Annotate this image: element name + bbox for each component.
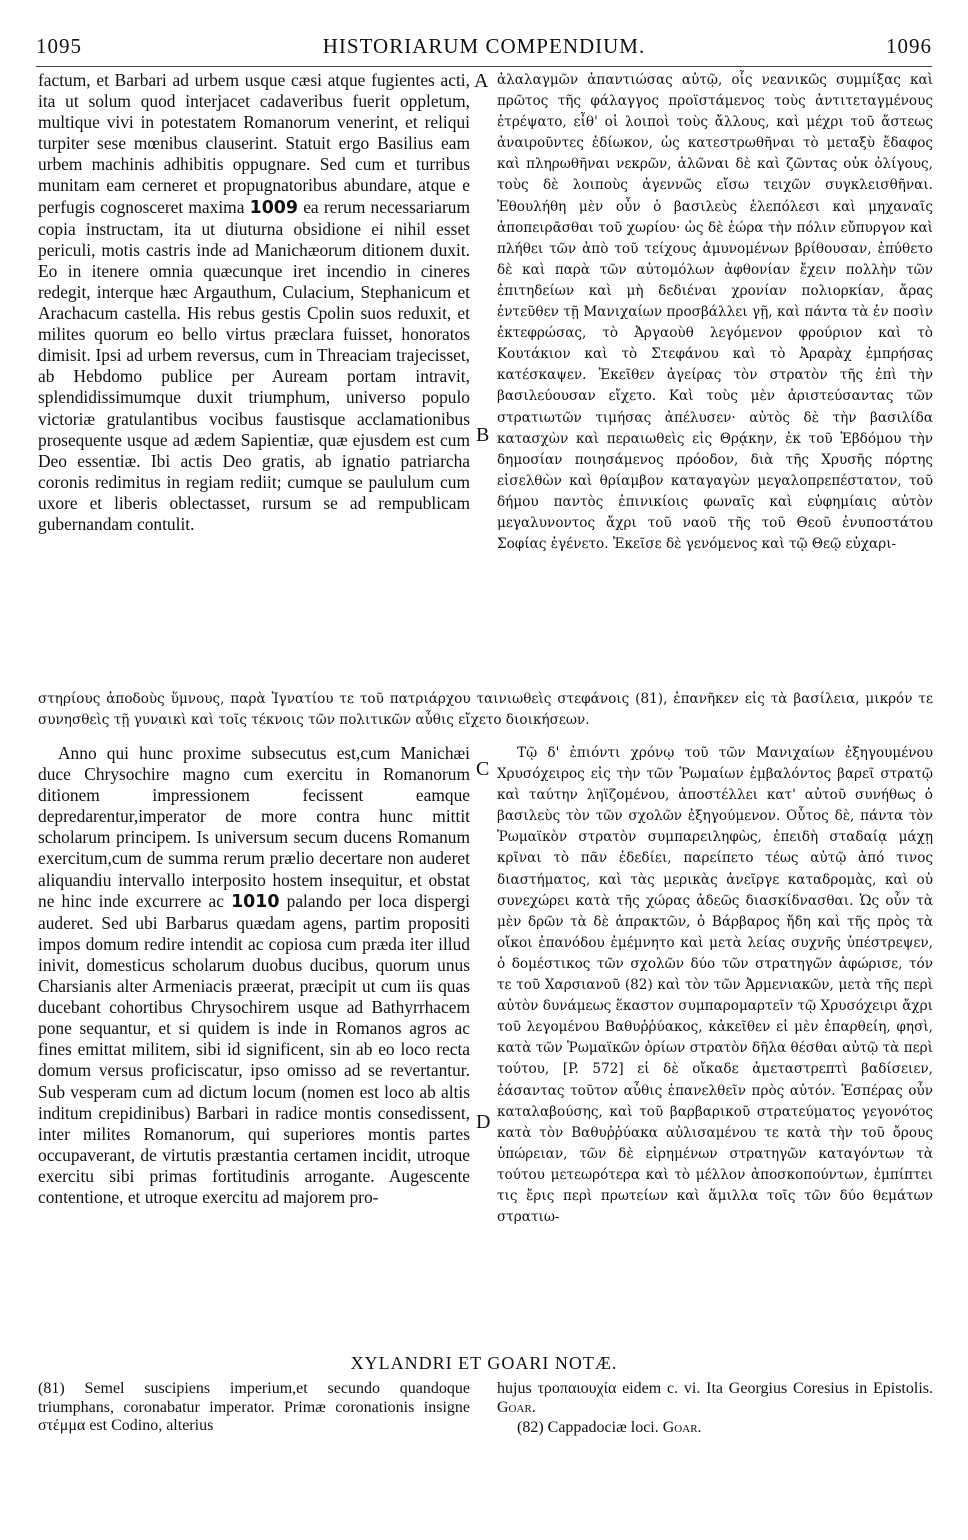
notes-left-column <box>38 1380 470 1438</box>
notes-heading: XYLANDRI ET GOARI NOTÆ. <box>350 1353 618 1373</box>
page-number-right: 1096 <box>886 34 932 58</box>
note-81-continued: hujus τροπαιουχία eidem c. vi. Ita Georgius Coresius in Epistolis. Goar. <box>497 1380 933 1416</box>
latin-column-1 <box>38 70 470 676</box>
margin-letter-a: A <box>474 70 489 92</box>
greek-column-1 <box>497 70 933 676</box>
greek-column-2 <box>497 743 933 1347</box>
margin-letter-b: B <box>476 424 490 446</box>
greek-paragraph-1: ἀλαλαγμῶν ἀπαντιώσας αὐτῷ, οἷς νεανικῶς συμμίξας καὶ πρῶτος τῆς φάλαγγος προϊστάμενος τοὺς ἀντιτεταγμένους ἐτρέψατο, εἶθ' οἱ λοιποὶ τοὺς ἄλλους, καὶ μέχρι τοῦ ἄστεως ἀναιροῦντες ἐδίωκον, ὡς κατεστρωθῆναι τὸ μεταξὺ ἔδαφος καὶ πληρωθῆναι νεκρῶν, ἁλῶναι δὲ καὶ ζῶντας οὐκ ὀλίγους, τοὺς δὲ λοιποὺς ἀγεννῶς εἴσω τειχῶν συγκλεισθῆναι. Ἐθουλήθη μὲν οὖν ὁ βασιλεὺς ἑλεπόλεσι καὶ μηχαναῖς ἀποπειρᾶσθαι τοῦ χωρίου· ὡς δὲ ἑώρα τὴν πόλιν εὔπυργον καὶ πλήθει τῶν ἀπὸ τοῦ τείχους ἀμυνομένων βρίθουσαν, ἐπύθετο δὲ καὶ παρὰ τῶν αὐτομόλων ἀφθονίαν ἔχειν πολλὴν τῶν ἐπιτηδείων καὶ μὴ δεδιέναι χρονίαν πολιορκίαν, ἄρας ἐντεῦθεν τῇ Μανιχαίων προσβάλλει γῇ, καὶ πάντα τὰ ἐν ποσὶν ἐκτεφρώσας, τὸ Ἀργαοὺθ λεγόμενον φρούριον καὶ τὸ Κουτάκιον καὶ τὸ Στεφάνου καὶ τὸ Ἀραρὰχ ἐμπρήσας κατέσκαψεν. Ἐκεῖθεν ἀγείρας τὸν στρατὸν τῆς ἐπὶ τὴν βασιλεύουσαν εἴχετο. Καὶ τοὺς μὲν ἀριστεύσαντας τῶν στρατιωτῶν τιμήσας ἀπέλυσεν· αὐτὸς δὲ τὴν βασιλίδα κατασχὼν καὶ περαιωθεὶς εἰς Θρᾴκην, ἐκ τοῦ Ἑβδόμου τὴν δημοσίαν ποιησάμενος πρόοδον, διὰ τῆς Χρυσῆς πόρτης εἰσελθὼν καὶ θρίαμβον καταγαγὼν μεγαλοπρεπέστατον, τοῦ δήμου παντὸς ἐπινικίοις φωναῖς καὶ εὐφημίαις αὐτὸν μεγαλυνοντος ἄχρι τοῦ ναοῦ τῆς τοῦ Θεοῦ ἐνυποστάτου Σοφίας ἐγένετο. Ἐκεῖσε δὲ γενόμενος καὶ τῷ Θεῷ εὐχαρι- <box>497 72 933 553</box>
page-header <box>36 34 932 67</box>
page-number-left: 1095 <box>36 34 82 58</box>
latin-column-2 <box>38 743 470 1347</box>
greek-paragraph-2: Τῷ δ' ἐπιόντι χρόνῳ τοῦ τῶν Μανιχαίων ἐξηγουμένου Χρυσόχειρος εἰς τὴν τῶν Ῥωμαίων ἐμβαλόντος βαρεῖ στρατῷ καὶ ταύτην ληϊζομένου, ἀποστέλλει κατ' αὐτοῦ συνήθως ὁ βασιλεὺς τὸν τῶν σχολῶν ἐξηγούμενον. Οὗτος δὲ, πάντα τὸν Ῥωμαϊκὸν στρατὸν συμπαρειληφὼς, ἐπειδὴ σταδαίᾳ μάχῃ κρῖναι τὸ πᾶν ἐδεδίει, παρείπετο τέως αὐτῷ ἀπό τινος διαστήματος, καὶ τὰς μερικὰς ἀνεῖργε καταδρομὰς, καὶ οὐ συνεχώρει κατὰ τῆς χώρας ἀδεῶς διασκίδνασθαι. Ὡς οὖν τὰ μὲν δρῶν τὰ δὲ ἀπρακτῶν, ὁ Βάρβαρος ἤδη καὶ τῆς πρὸς τὰ οἴκοι ἐπανόδου ἐμέμνητο καὶ μετὰ λείας συχνῆς ὑπέστρεψεν, ὁ δομέστικος τῶν σχολῶν δύο τῶν στρατηγῶν ἀφώρισε, τόν τε τοῦ Χαρσιανοῦ (82) καὶ τὸν τῶν Ἀρμενιακῶν, μετὰ τῆς περὶ αὐτὸν δυνάμεως ἕκαστον συμπαρομαρτεῖν τῷ Χρυσόχειρι ἄχρι τοῦ λεγομένου Βαθυῤῥύακος, κἀκεῖθεν εἰ μὲν ἐπαρθείη, φησὶ, κατὰ τῶν Ῥωμαϊκῶν ὁρίων στρατὸν δῆλα θέσθαι αὐτῷ τὰ περὶ τούτου, [P. 572] εἰ δὲ οἴκαδε ἀμεταστρεπτὶ βαδίσειεν, ἐάσαντας τοῦτον αὖθις ἐπανελθεῖν πρὸς αὐτόν. Ἑσπέρας οὖν καταλαβούσης, καὶ τοῦ βαρβαρικοῦ στρατεύματος γεγονότος κατὰ τὸν Βαθυῤῥύακα αὐλισαμένου τε κατὰ τὴν τοῦ ὄρους ὑπώρειαν, τῶν δὲ εἰρημένων στρατηγῶν καταγόντων τὰ τούτου μετεωρότερα καὶ τὸ μέλλον ἀποσκοπούντων, ἐμπίπτει τις ἔρις περὶ πρωτείων καὶ ἅμιλλα τοῖς τῶν δύο θεμάτων στρατιω- <box>497 745 933 1226</box>
margin-letter-c: C <box>476 758 490 780</box>
notes-right-column <box>497 1380 933 1440</box>
latin-paragraph-1: factum, et Barbari ad urbem usque cæsi atque fugientes acti, ita ut solum quod interjacet cadaveribus fuerit oppletum, multique vivi in potestatem Romanorum venerint, et reliqui turpiter sese mœnibus clauserint. Statuit ergo Basilius eam urbem machinis adhibitis oppugnare. Sed cum et turribus munitam eam cerneret et propugnatoribus abundare, atque e perfugis cognosceret maxima 1009 ea rerum necessariarum copia instructam, ita ut diuturna obsidione ei nihil esset periculi, motis castris inde ad Manichæorum ditionem duxit. Eo in itenere omnia quæcunque iret incendio in cineres redegit, interque hæc Argauthum, Culacium, Stephanicum et Arachacum castella. His rebus gestis Cpolin suos reduxit, et milites quorum eo bello virtus præclara fuisset, honoratos dimisit. Ipsi ad urbem reversus, cum in Threaciam trajecisset, ab Hebdomo publice per Auream portam intravit, splendidissimumque duxit triumphum, universo populo victoriæ gratulantibus vocibus faustisque acclamationibus prosequente usque ad ædem Sapientiæ, quæ ejusdem est cum Deo essentiæ. Ibi actis Deo gratis, ab ignatio patriarcha coronis redimitus in regiam rediit; cumque se paululum cum uxore et liberis oblectasset, rursum se ad rempublicam gubernandam contulit. <box>38 70 470 534</box>
running-title: HISTORIARUM COMPENDIUM. <box>322 34 646 58</box>
section-number-1009: 1009 <box>249 197 299 218</box>
latin-paragraph-2: Anno qui hunc proxime subsecutus est,cum Manichæi duce Chrysochire magno cum exercitu in Romanorum ditionem impressionem fecissent eamque depredarentur,imperator de more contra hunc mittit scholarum principem. Is universum secum ducens Romanum exercitum,cum de summa rerum prælio decertare non auderet aliquandiu intervallo interposito hostem insequitur, et obstat ne hinc inde excurrere ac 1010 palando per loca dispergi auderet. Sed ubi Barbarus quædam agens, partim propositi impos domum redire intendit ac copiosa cum præda iter illud inivit, domesticus scholarum duobus ducibus, quorum unus Charsianis alter Armeniacis præerat, præcipit ut cum iis quas ducebant cohortibus Chrysochirem usque ad Bathyrrhacem pone sequantur, et si quidem is inde in Romanos agros ac fines emittat militem, sibi id significent, sin ab eo loco recta domum versus proficiscatur, ipso omisso ad se revertantur. Sub vesperam cum ad dictum locum (nomen est loco ab altis inditum crepidinibus) Barbari in radice montis consedissent, inter milites Romanorum, qui superiores montis partes occupaverant, de virtutis præstantia certamen incidit, utroque exercitu sibi primas fortitudinis arrogante. Augescente contentione, et utroque exercitu ad majorem pro- <box>38 743 470 1207</box>
note-81: (81) Semel suscipiens imperium,et secundo quandoque triumphans, coronabatur imperator. Primæ coronationis insigne στέμμα est Codino, alterius <box>38 1380 470 1434</box>
margin-letter-d: D <box>476 1111 491 1133</box>
greek-full-width-text: στηρίους ἀποδοὺς ὕμνους, παρὰ Ἰγνατίου τε τοῦ πατριάρχου ταινιωθεὶς στεφάνοις (81), ἐπανῆκεν εἰς τὰ βασίλεια, μικρόν τε συνησθεὶς τῇ γυναικὶ καὶ τοῖς τέκνοις τῶν πολιτικῶν αὖθις εἴχετο διοικήσεων. <box>38 690 933 728</box>
note-signature: Goar. <box>662 1419 702 1436</box>
note-signature: Goar. <box>497 1398 536 1416</box>
section-number-1010: 1010 <box>231 891 280 912</box>
note-82: (82) Cappadociæ loci. Goar. <box>517 1419 702 1436</box>
